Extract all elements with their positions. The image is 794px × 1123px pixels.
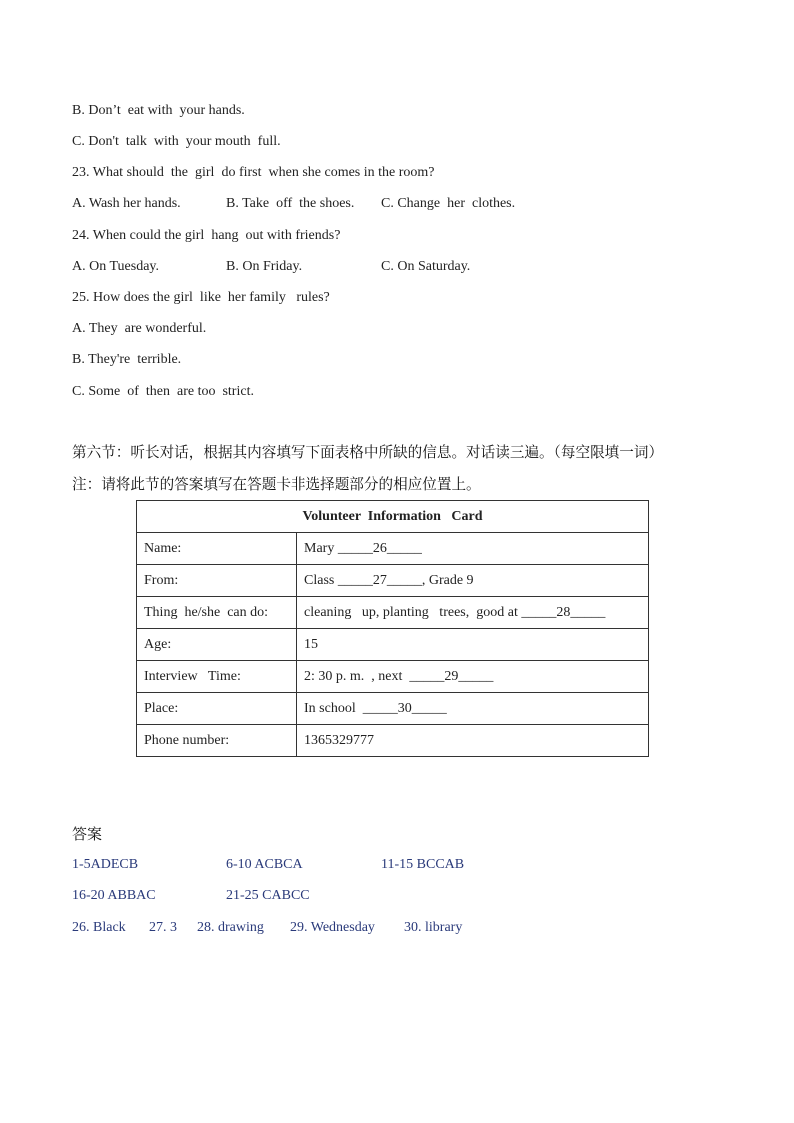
table-row	[137, 693, 649, 725]
answer-group: 21-25 CABCC	[226, 888, 310, 903]
card-label: From:	[137, 565, 297, 597]
card-title: Volunteer Information Card	[137, 501, 649, 533]
q25-option-c: C. Some of then are too strict.	[72, 384, 254, 399]
answer-group: 1-5ADECB	[72, 857, 139, 872]
question-25: 25. How does the girl like her family rules?	[72, 290, 330, 305]
answer-item: 27. 3	[149, 920, 177, 935]
q23-option-c: C. Change her clothes.	[381, 196, 516, 211]
card-label: Place:	[137, 693, 297, 725]
question-24: 24. When could the girl hang out with friends?	[72, 228, 341, 243]
q23-option-b: B. Take off the shoes.	[226, 196, 355, 211]
q24-option-b: B. On Friday.	[226, 259, 303, 274]
answer-item: 29. Wednesday	[290, 920, 375, 935]
card-label: Thing he/she can do:	[137, 597, 297, 629]
table-row	[137, 661, 649, 693]
answer-group: 11-15 BCCAB	[381, 857, 465, 872]
answer-item: 28. drawing	[197, 920, 264, 935]
card-value: In school _____30_____	[297, 693, 649, 725]
card-value: 15	[297, 629, 649, 661]
card-label: Interview Time:	[137, 661, 297, 693]
q23-option-a: A. Wash her hands.	[72, 196, 181, 211]
card-value: 2: 30 p. m. , next _____29_____	[297, 661, 649, 693]
table-row	[137, 629, 649, 661]
q22-option-c: C. Don't talk with your mouth full.	[72, 134, 281, 149]
section6-heading: 第六节：听长对话，根据其内容填写下面表格中所缺的信息。对话读三遍。（每空限填一词）	[72, 444, 664, 461]
table-row	[137, 565, 649, 597]
answer-item: 26. Black	[72, 920, 126, 935]
q24-option-c: C. On Saturday.	[381, 259, 471, 274]
answer-group: 16-20 ABBAC	[72, 888, 156, 903]
volunteer-info-card	[136, 500, 649, 757]
q25-option-a: A. They are wonderful.	[72, 321, 207, 336]
card-label: Age:	[137, 629, 297, 661]
card-label: Name:	[137, 533, 297, 565]
card-value: Class _____27_____, Grade 9	[297, 565, 649, 597]
table-row	[137, 725, 649, 757]
table-row	[137, 533, 649, 565]
answers-heading: 答案	[72, 825, 103, 843]
card-title-row	[137, 501, 649, 533]
card-value: Mary _____26_____	[297, 533, 649, 565]
card-value: 1365329777	[297, 725, 649, 757]
section6-note: 注：请将此节的答案填写在答题卡非选择题部分的相应位置上。	[72, 476, 481, 493]
q22-option-b: B. Don’t eat with your hands.	[72, 103, 245, 118]
q24-option-a: A. On Tuesday.	[72, 259, 159, 274]
table-row	[137, 597, 649, 629]
question-23: 23. What should the girl do first when she comes in the room?	[72, 165, 435, 180]
card-label: Phone number:	[137, 725, 297, 757]
answer-group: 6-10 ACBCA	[226, 857, 303, 872]
card-value: cleaning up, planting trees, good at _____28_____	[297, 597, 649, 629]
answer-item: 30. library	[404, 920, 463, 935]
q25-option-b: B. They're terrible.	[72, 352, 182, 367]
